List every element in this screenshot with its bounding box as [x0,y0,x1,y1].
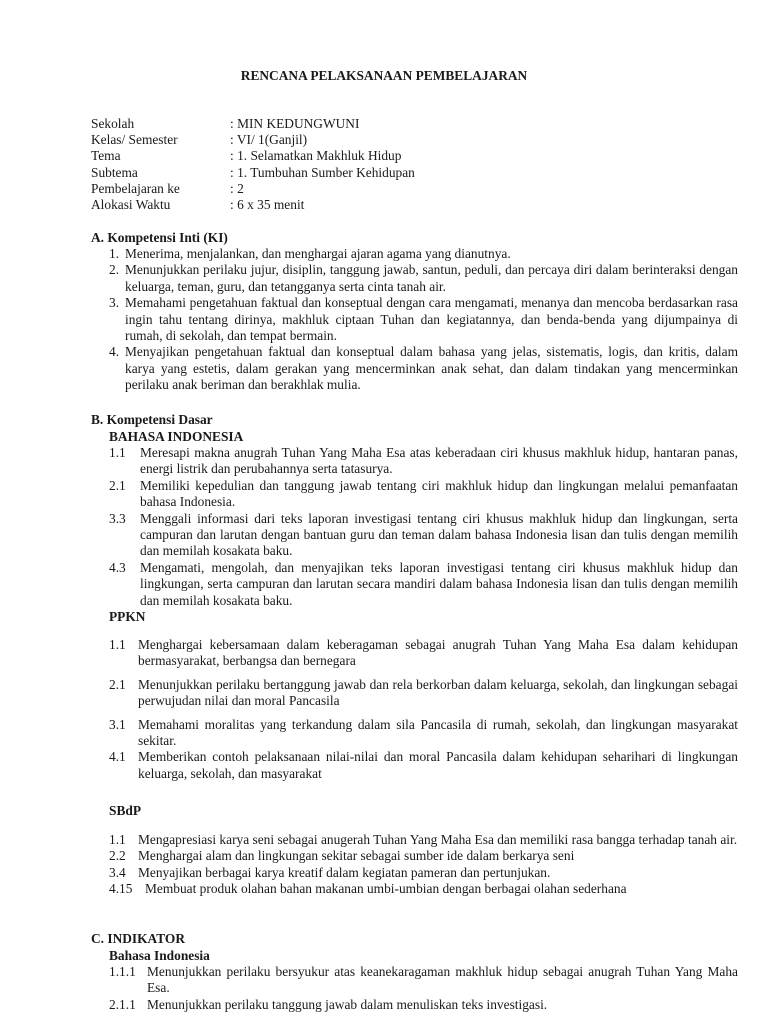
page-title: RENCANA PELAKSANAAN PEMBELAJARAN [240,68,528,83]
identity-row [91,116,691,132]
bahasa-subheading: BAHASA INDONESIA [109,429,244,444]
identity-label: Tema [91,148,121,164]
kd-bahasa-list [109,445,738,609]
ppkn-subheading: PPKN [109,609,146,624]
identity-value: : MIN KEDUNGWUNI [230,116,360,131]
ki-list [109,246,738,394]
item-text: Memahami moralitas yang terkandung dalam sila Pancasila di rumah, sekolah, dan lingkungan masyarakat sekitar. [138,716,738,749]
list-item [109,848,738,864]
identity-row [91,132,691,148]
item-text: Memberikan contoh pelaksanaan nilai-nilai dan moral Pancasila dalam kehidupan seharihari di lingkungan keluarga, sekolah, dan masyarakat [138,749,738,781]
kd-ppkn-list [109,637,738,782]
indikator-list [109,964,738,1013]
list-item [109,749,738,782]
item-number: 1.1 [109,637,126,652]
kd-sbdp-list [109,832,738,898]
item-text: Mengapresiasi karya seni sebagai anugerah Tuhan Yang Maha Esa dan memiliki rasa bangga terhadap tanah air. [138,832,738,847]
item-number: 2.1 [109,676,126,692]
list-item [109,478,738,511]
item-text: Menunjukkan perilaku bersyukur atas keanekaragaman makhluk hidup sebagai anugrah Tuhan Yang Maha Esa. [147,964,738,996]
section-a-heading: A. Kompetensi Inti (KI) [91,230,228,245]
list-item [109,865,738,881]
identity-label: Pembelajaran ke [91,180,180,196]
identity-value: : 2 [230,180,244,196]
list-item [109,560,738,609]
item-number: 4. [109,344,120,360]
identity-value: : 6 x 35 menit [230,196,305,212]
item-number: 2.2 [109,848,126,864]
section-b-heading: B. Kompetensi Dasar [91,412,213,427]
list-item [109,637,738,670]
list-item [109,881,738,897]
list-item [109,717,738,750]
list-item [109,262,738,295]
item-text: Menyajikan pengetahuan faktual dan konseptual dalam bahasa yang jelas, sistematis, logis, dan kritis, dalam karya yang estetis, dalam gerakan yang mencerminkan anak sehat, dan dalam tindakan yang mencerminkan perilaku anak beriman dan berakhlak mulia. [125,344,738,393]
item-number: 3.4 [109,864,126,880]
item-text: Memiliki kepedulian dan tanggung jawab tentang ciri makhluk hidup dan lingkungan melalui pemanfaatan bahasa Indonesia. [140,477,738,510]
item-number: 1. [109,246,120,261]
item-text: Meresapi makna anugrah Tuhan Yang Maha Esa atas keberadaan ciri khusus makhluk hidup, hantaran panas, energi listrik dan perubahannya serta tatasurya. [140,445,738,477]
item-text: Menghargai alam dan lingkungan sekitar sebagai sumber ide dalam berkarya seni [138,848,575,864]
item-number: 3.1 [109,716,126,732]
identity-label: Sekolah [91,116,135,131]
section-c-heading: C. INDIKATOR [91,931,185,946]
item-text: Mengamati, mengolah, dan menyajikan teks laporan investigasi tentang ciri khusus makhluk hidup dan lingkungan, serta campuran dan larutan secara mandiri dalam bahasa Indonesia lisan dan tulis dengan memilih dan memilah kosakata baku. [140,559,738,608]
identity-row [91,148,691,164]
indikator-subheading: Bahasa Indonesia [109,948,210,963]
list-item [109,295,738,344]
identity-label: Alokasi Waktu [91,196,171,212]
item-text: Menunjukkan perilaku bertanggung jawab dan rela berkorban dalam keluarga, sekolah, dan lingkungan sebagai perwujudan nilai dan moral Pancasila [138,676,738,709]
item-text: Menerima, menjalankan, dan menghargai ajaran agama yang dianutnya. [125,246,511,261]
identity-value: : 1. Selamatkan Makhluk Hidup [230,148,402,164]
identity-value: : VI/ 1(Ganjil) [230,132,308,148]
list-item [109,246,738,262]
item-number: 4.15 [109,881,133,897]
identity-table [91,116,691,213]
identity-label: Kelas/ Semester [91,132,178,148]
item-text: Memahami pengetahuan faktual dan konseptual dengan cara mengamati, menanya dan mencoba berdasarkan rasa ingin tahu tentang dirinya, makhluk ciptaan Tuhan dan kegiatannya, dan benda-benda yang dijumpainya di rumah, di sekolah, dan tempat bermain. [125,295,738,344]
item-text: Menyajikan berbagai karya kreatif dalam kegiatan pameran dan pertunjukan. [138,864,551,880]
item-text: Menunjukkan perilaku tanggung jawab dalam menuliskan teks investigasi. [147,996,548,1012]
item-number: 1.1.1 [109,964,136,979]
item-number: 3. [109,295,120,311]
item-number: 1.1 [109,832,126,847]
item-number: 4.3 [109,559,126,575]
sbdp-subheading: SBdP [109,803,142,818]
item-text: Membuat produk olahan bahan makanan umbi-umbian dengan berbagai olahan sederhana [145,881,627,897]
identity-row [91,181,691,197]
item-number: 3.3 [109,510,126,526]
item-text: Menggali informasi dari teks laporan investigasi tentang ciri khusus makhluk hidup dan lingkungan, serta campuran dan larutan dengan bantuan guru dan teman dalam bahasa Indonesia lisan dan tulis dengan memilih dan memilah kosakata baku. [140,510,738,559]
item-number: 1.1 [109,445,126,460]
list-item [109,344,738,393]
list-item [109,445,738,478]
identity-row [91,197,691,213]
item-number: 4.1 [109,749,126,765]
item-number: 2.1 [109,477,126,493]
identity-label: Subtema [91,164,138,180]
list-item [109,677,738,710]
list-item [109,832,738,848]
identity-value: : 1. Tumbuhan Sumber Kehidupan [230,164,415,180]
item-number: 2. [109,262,120,278]
list-item [109,997,738,1013]
item-text: Menghargai kebersamaan dalam keberagaman sebagai anugrah Tuhan Yang Maha Esa dalam kehidupan bermasyarakat, berbangsa dan bernegara [138,637,738,669]
item-text: Menunjukkan perilaku jujur, disiplin, tanggung jawab, santun, peduli, dan percaya diri dalam berinteraksi dengan keluarga, teman, guru, dan tetangganya serta cinta tanah air. [125,262,738,294]
list-item [109,511,738,560]
item-number: 2.1.1 [109,996,136,1012]
identity-row [91,165,691,181]
list-item [109,964,738,997]
